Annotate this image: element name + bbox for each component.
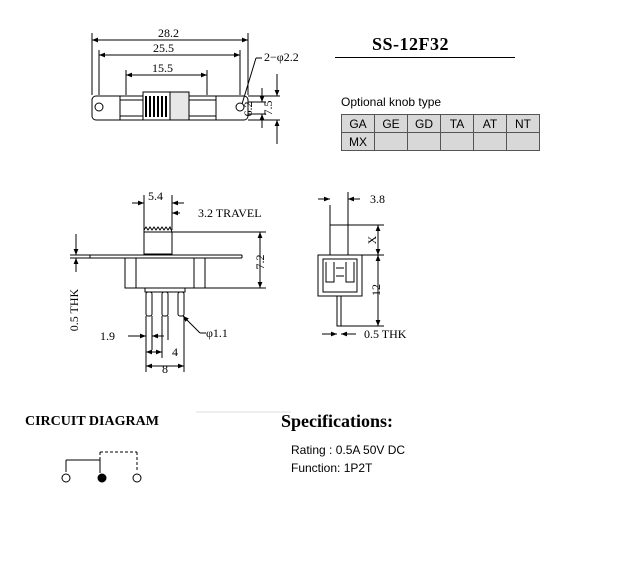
knob-type-table [341,114,540,151]
dim-pin-offset: 1.9 [100,329,115,343]
dim-pin-span: 8 [162,362,168,376]
circuit-diagram-title: CIRCUIT DIAGRAM [25,414,159,429]
knob-cell: GA [342,115,375,133]
dim-pin-pitch: 4 [172,345,178,359]
knob-cell [441,133,474,151]
knob-cell [474,133,507,151]
dim-knob-height-x: X [365,235,379,245]
dim-hole-diameter: 2−φ2.2 [264,50,299,64]
dim-pin-diameter: φ1.1 [206,326,228,340]
dim-frame-thickness: 0.5 THK [67,288,81,332]
knob-cell: GD [408,115,441,133]
dim-overall-length: 28.2 [158,26,179,40]
spec-function: Function: 1P2T [291,461,373,475]
side-view [318,192,384,334]
dim-side-thickness: 0.5 THK [364,327,407,341]
divider [196,411,291,413]
model-underline [335,57,515,58]
dim-side-knob-width: 3.8 [370,192,385,206]
dim-travel: 3.2 TRAVEL [198,206,262,220]
knob-cell: GE [375,115,408,133]
knob-cell [507,133,540,151]
specifications-title: Specifications: [281,411,393,431]
model-number: SS-12F32 [372,34,450,54]
knob-cell: AT [474,115,507,133]
dim-body-height: 7.2 [253,254,267,270]
knob-cell [408,133,441,151]
dim-outer-height: 7.5 [261,100,275,116]
knob-type-title: Optional knob type [341,95,442,109]
dim-side-height: 12 [369,284,383,296]
knob-cell [375,133,408,151]
front-view [70,195,266,372]
knob-row-1 [342,115,540,133]
dim-inner-height: 6.2 [241,101,255,117]
knob-cell: NT [507,115,540,133]
knob-cell: TA [441,115,474,133]
spec-rating: Rating : 0.5A 50V DC [291,443,406,457]
top-view [92,33,280,144]
knob-cell: MX [342,133,375,151]
dim-slot-length: 15.5 [152,61,173,75]
dim-knob-width: 5.4 [148,189,163,203]
circuit-symbol [62,452,141,482]
dim-hole-spacing: 25.5 [153,41,174,55]
knob-row-2 [342,133,540,151]
